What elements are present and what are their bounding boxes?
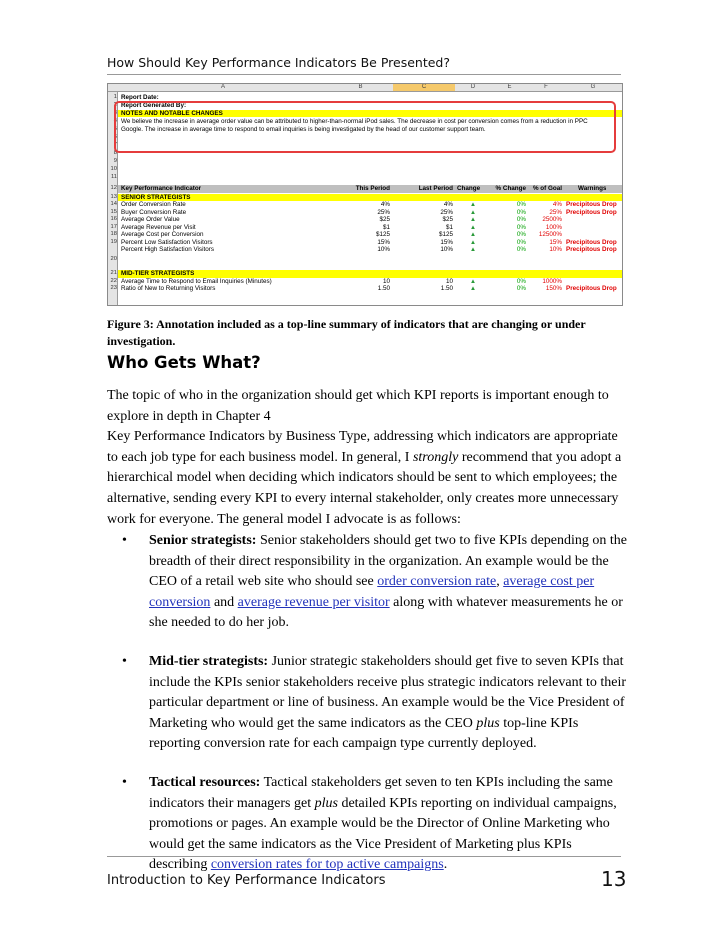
row-number: 22 — [110, 277, 117, 284]
row-number: 14 — [110, 201, 117, 207]
warning-text: Precipitous Drop — [566, 201, 617, 208]
notes-title: NOTES AND NOTABLE CHANGES — [121, 110, 223, 117]
last-period-header: Last Period — [418, 185, 453, 192]
bullet-senior-title: Senior strategists: — [149, 533, 257, 548]
last-period-value: 15% — [440, 238, 453, 246]
this-period-value: $25 — [379, 216, 390, 223]
kpi-name: Buyer Conversion Rate — [121, 208, 187, 216]
bullet-dot: • — [122, 774, 127, 790]
bullet-midtier-text: Junior strategic stakeholders should get five to seven KPIs that include the KPIs senior stakeholders receive plus strategic indicators relevant to their particular department or line of business. An example would be the Vice President of Marketing who would get the same indicators as the CEO — [149, 653, 627, 731]
bullet-tactical-emphasis: plus — [314, 795, 338, 811]
warning-text: Precipitous Drop — [566, 246, 617, 253]
bullet-dot: • — [122, 653, 127, 669]
footer-title: Introduction to Key Performance Indicators — [107, 873, 386, 888]
this-period-value: 1.50 — [377, 285, 390, 292]
bullet-midtier — [107, 652, 627, 755]
bullet-tactical — [107, 773, 627, 876]
last-period-value: 1.50 — [440, 285, 453, 292]
pct-change-value: 0% — [516, 238, 526, 246]
pct-goal-value: 100% — [545, 223, 562, 231]
row-number: 15 — [110, 208, 117, 215]
row-number: 5 — [113, 126, 117, 132]
this-period-value: $125 — [375, 231, 390, 238]
page-number: 13 — [601, 867, 627, 891]
row-number: 23 — [110, 285, 117, 291]
bullet-senior-sep: , — [496, 574, 504, 590]
last-period-value: 10 — [445, 277, 453, 285]
annotation-highlight-box — [114, 101, 616, 153]
bullet-tactical-end: . — [443, 857, 448, 873]
this-period-value: 4% — [380, 201, 390, 208]
pct-goal-value: 4% — [552, 201, 562, 208]
bullet-senior-end: along with whatever measurements he or she needed to do her job. — [149, 594, 623, 631]
kpi-name: Ratio of New to Returning Visitors — [121, 285, 216, 292]
intro-text-2a: Key Performance Indicators by Business Type, addressing which indicators are appropriate to each job type for each business model. In general, I — [107, 429, 618, 465]
pct-goal-value: 150% — [545, 285, 562, 292]
row-number: 12 — [110, 185, 117, 191]
col-header-b: B — [328, 84, 393, 92]
kpi-name: Average Revenue per Visit — [121, 223, 196, 231]
col-header-a: A — [118, 84, 328, 92]
col-header-g: G — [564, 84, 622, 92]
this-period-value: 10 — [382, 277, 390, 285]
change-arrow: ▲ — [469, 208, 477, 216]
row-number: 11 — [110, 174, 117, 180]
row-number: 6 — [113, 134, 117, 140]
bullet-tactical-text-2: detailed KPIs reporting on individual campaigns, promotions or pages. An example would be the Director of Online Marketing who would get the same indicators as the Vice President of Marketing plus KPIs describing — [149, 795, 617, 873]
link-average-cost-per-conversion[interactable]: average cost per conversion — [149, 574, 595, 610]
running-header: How Should Key Performance Indicators Be Presented? — [107, 55, 450, 70]
report-date-label: Report Date: — [121, 94, 159, 101]
row-number: 9 — [113, 158, 117, 164]
change-arrow: ▲ — [469, 201, 477, 208]
section-title: Who Gets What? — [107, 353, 261, 372]
col-header-d: D — [455, 84, 491, 92]
row-number: 19 — [110, 238, 117, 245]
intro-text-2b: recommend that you adopt a hierarchical model when deciding which indicators should be sent to which employees; the alternative, sending every KPI to every internal stakeholder, only creates more unnecessary work for everyone. The general model I advocate is as follows: — [107, 449, 622, 527]
report-generated-label: Report Generated By: — [121, 101, 187, 109]
col-header-f: F — [528, 84, 564, 92]
change-arrow: ▲ — [469, 216, 477, 223]
pct-change-value: 0% — [516, 246, 526, 253]
row-number: 4 — [113, 118, 117, 124]
row-number: 3 — [113, 110, 117, 116]
row-number: 7 — [113, 142, 117, 148]
last-period-value: $125 — [438, 231, 453, 238]
change-arrow: ▲ — [469, 285, 477, 292]
this-period-value: 10% — [377, 246, 390, 253]
row-number: 16 — [110, 216, 117, 222]
row-number: 20 — [110, 256, 117, 262]
kpi-name: Percent Low Satisfaction Visitors — [121, 238, 213, 246]
intro-emphasis: strongly — [412, 449, 459, 465]
change-arrow: ▲ — [469, 231, 477, 238]
this-period-value: 15% — [377, 238, 390, 246]
bullet-tactical-text: Tactical stakeholders get seven to ten KPIs including the same indicators their managers get — [149, 774, 613, 811]
link-average-revenue-per-visitor[interactable]: average revenue per visitor — [237, 594, 390, 610]
warning-text: Precipitous Drop — [566, 208, 617, 216]
bullet-tactical-title: Tactical resources: — [149, 774, 261, 790]
row-number: 1 — [113, 94, 117, 100]
intro-text-1: The topic of who in the organization should get which KPI reports is important enough to explore in depth in Chapter 4 — [107, 388, 609, 424]
warnings-header: Warnings — [578, 185, 607, 192]
bullet-midtier-emphasis: plus — [476, 715, 500, 731]
notes-line-2: Google. The increase in average time to respond to email inquiries is being investigated by the head of our customer support team. — [121, 126, 486, 133]
bullet-senior — [107, 531, 627, 634]
audience-bullet-list — [107, 531, 627, 894]
notes-line-1: We believe the increase in average order value can be attributed to higher-than-normal iPod sales. The decrease in cost per conversion comes from a reduction in PPC — [121, 118, 588, 125]
pct-change-value: 0% — [516, 231, 526, 238]
bullet-midtier-end: top-line KPIs reporting conversion rate for each campaign type currently deployed. — [149, 715, 579, 752]
pct-change-value: 0% — [516, 277, 526, 285]
pct-goal-value: 25% — [549, 208, 562, 216]
this-period-value: $1 — [382, 223, 390, 231]
row-number: 2 — [113, 101, 117, 108]
pct-goal-header: % of Goal — [532, 185, 562, 192]
pct-change-value: 0% — [516, 208, 526, 216]
last-period-value: 4% — [443, 201, 453, 208]
row-number: 18 — [110, 231, 117, 237]
change-arrow: ▲ — [469, 223, 477, 231]
bullet-dot: • — [122, 533, 127, 548]
pct-goal-value: 1000% — [542, 277, 562, 285]
change-arrow: ▲ — [469, 246, 477, 253]
pct-change-value: 0% — [516, 216, 526, 223]
intro-paragraph — [107, 386, 627, 530]
pct-goal-value: 12500% — [538, 231, 562, 238]
change-arrow: ▲ — [469, 238, 477, 246]
pct-change-header: % Change — [495, 185, 526, 192]
row-number: 10 — [110, 166, 117, 172]
col-header-e: E — [491, 84, 528, 92]
bullet-senior-and: and — [210, 594, 238, 610]
link-conversion-rates-top-campaigns[interactable]: conversion rates for top active campaigns — [210, 857, 444, 873]
kpi-col-header: Key Performance Indicator — [121, 185, 202, 192]
warning-text: Precipitous Drop — [566, 285, 617, 292]
pct-goal-value: 15% — [549, 238, 562, 246]
spreadsheet-figure — [107, 83, 623, 306]
pct-change-value: 0% — [516, 285, 526, 292]
pct-change-value: 0% — [516, 201, 526, 208]
row-number: 21 — [110, 270, 117, 276]
warning-text: Precipitous Drop — [566, 238, 617, 246]
pct-goal-value: 2500% — [542, 216, 562, 223]
change-arrow: ▲ — [469, 277, 477, 285]
section-midtier-strategists: MID-TIER STRATEGISTS — [121, 270, 195, 277]
section-senior-strategists: SENIOR STRATEGISTS — [121, 193, 191, 201]
bullet-senior-text: Senior stakeholders should get two to five KPIs depending on the breadth of their direct responsibility in the organization. An example would be the CEO of a retail web site who should see — [149, 533, 628, 590]
bullet-midtier-title: Mid-tier strategists: — [149, 653, 269, 669]
kpi-name: Average Order Value — [121, 216, 180, 223]
footer-rule — [107, 856, 621, 857]
pct-change-value: 0% — [516, 223, 526, 231]
kpi-name: Percent High Satisfaction Visitors — [121, 246, 214, 253]
this-period-value: 25% — [377, 208, 390, 216]
kpi-name: Average Time to Respond to Email Inquiries (Minutes) — [121, 277, 272, 285]
this-period-header: This Period — [355, 185, 390, 192]
last-period-value: 10% — [440, 246, 453, 253]
col-header-c: C — [393, 84, 455, 92]
last-period-value: 25% — [440, 208, 453, 216]
corner-cell — [108, 84, 118, 92]
figure-caption: Figure 3: Annotation included as a top-line summary of indicators that are changing or under investigation. — [107, 317, 586, 348]
last-period-value: $25 — [442, 216, 453, 223]
row-number: 8 — [113, 150, 117, 156]
row-number: 17 — [110, 223, 117, 230]
section-band-senior — [118, 194, 622, 202]
header-rule — [107, 74, 621, 75]
last-period-value: $1 — [445, 223, 453, 231]
pct-goal-value: 10% — [549, 246, 562, 253]
kpi-name: Average Cost per Conversion — [121, 231, 204, 238]
kpi-name: Order Conversion Rate — [121, 201, 186, 208]
change-header: Change — [457, 185, 481, 192]
row-number: 13 — [110, 193, 117, 200]
link-order-conversion-rate[interactable]: order conversion rate — [377, 574, 497, 590]
